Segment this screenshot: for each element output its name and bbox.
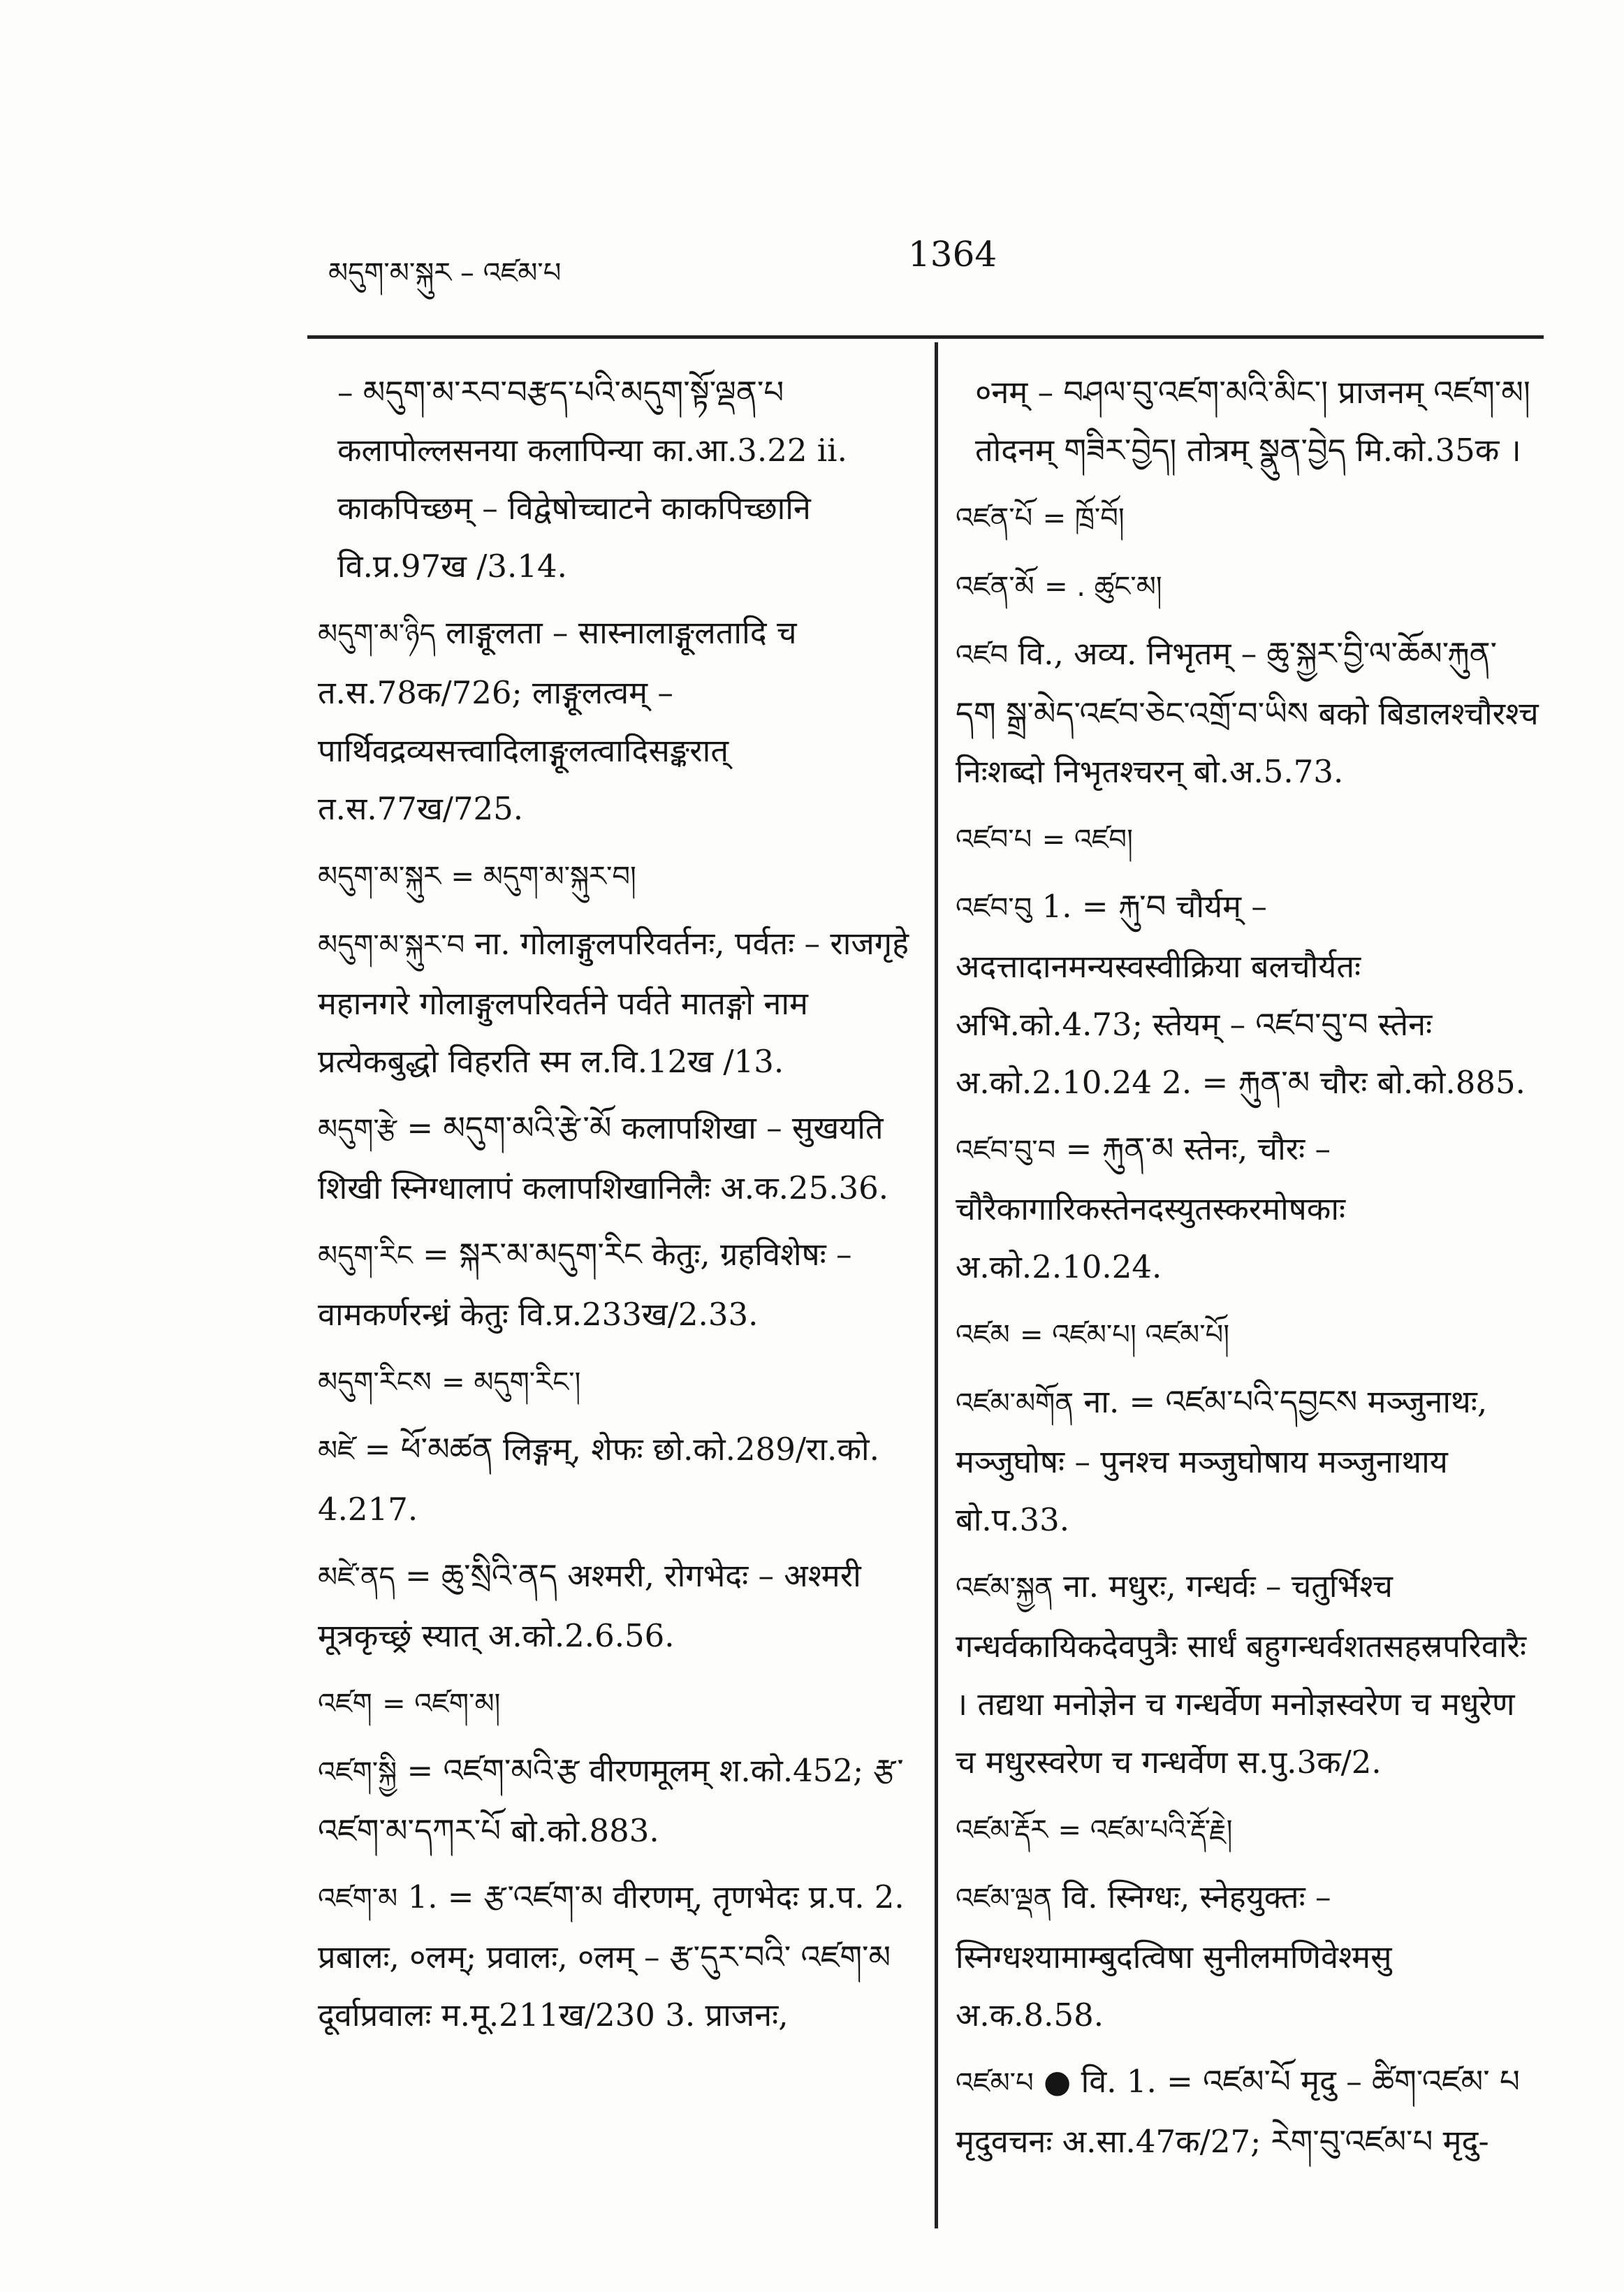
dictionary-entry (318, 1099, 912, 1217)
entry-text: = མདུག་མའི་རྩེ་མོ कलापशिखा – सुखयति शिखी स्निग्धालापं कलापशिखानिलैः अ.क.25.36. (318, 1109, 889, 1206)
column-divider (935, 342, 938, 2228)
entry-text: = མདུག་རིང་། (441, 1366, 581, 1399)
entry-text: – མདུག་མ་རབ་བརྩད་པའི་མདུག་སྟོ་ལྡན་པ कलापोल्लसनया कलापिन्या का.आ.3.22 ii. काकपिच्छम् – विद्वेषोच्चाटने काकपिच्छानि वि.प्र.97ख /3.14. (337, 374, 847, 585)
dictionary-entry (956, 809, 1539, 869)
entry-headword: འཛམ་སྐྱན (956, 1572, 1053, 1604)
entry-text: लाङ्गूलता – सास्नालाङ्गूलतादि च त.स.78क/726; लाङ्गूलत्वम् – पार्थिवद्रव्यसत्त्वादिलाङ्गूलत्वादिसङ्करात् त.स.77ख/725. (318, 614, 797, 827)
entry-headword: མདུག་མ་སྐུར (318, 861, 441, 893)
entry-text: वि., अव्य. निभृतम् – ཆུ་སྐྱར་བྱི་ལ་ཆོམ་རྐུན་ དག སྒྲ་མེད་འཛབ་ཅེང་འགྲོ་བ་ཡིས बको बिडालश्चौरश्च निःशब्दो निभृतश्चरन् बो.अ.5.73. (956, 635, 1539, 790)
entry-headword: འཛམ་མགོན (956, 1387, 1074, 1419)
entry-headword: འཛམ་ལྡན (956, 1883, 1053, 1915)
entry-headword: མཛེ་ནད (318, 1561, 395, 1593)
dictionary-entry (956, 488, 1539, 548)
dictionary-entry (318, 1673, 912, 1733)
entry-text: ● वि. 1. = འཛམ་པོ मृदु – ཚིག་འཛམ་ པ मृदुवचनः अ.सा.47क/27; རེག་བུ་འཛམ་པ मृदु- (956, 2063, 1520, 2160)
entry-headword: མདུག་རྩེ (318, 1114, 397, 1146)
entry-headword: འཛབ (956, 639, 1009, 671)
dictionary-entry (956, 877, 1539, 1111)
right-column (956, 363, 1539, 2179)
entry-text: = . ཚུང་མ། (1044, 571, 1162, 603)
entry-headword: མདུག་རིང (318, 1240, 413, 1272)
entry-headword: འཛམ་པ (956, 2067, 1034, 2099)
entry-headword: འཛམ་རྡོར (956, 1814, 1048, 1846)
entry-text: ना. गोलाङ्गुलपरिवर्तनः, पर्वतः – राजगृहे महानगरे गोलाङ्गुलपरिवर्तने पर्वते मातङ्गो नाम प्रत्येकबुद्धो विहरति स्म ल.वि.12ख /13. (318, 925, 909, 1080)
dictionary-entry (318, 1420, 912, 1538)
entry-headword: འཛག་མ (318, 1883, 398, 1915)
entry-text: = འཛབ། (1041, 824, 1133, 856)
dictionary-entry (956, 1557, 1539, 1791)
entry-text: 1. = རྩ་འཛག་མ वीरणम्, तृणभेदः प्र.प. 2. प्रबालः, ०लम्; प्रवालः, ०लम् – རྩ་དུར་བའི་ འཛག་མ दूर्वाप्रवालः म.मू.211ख/230 3. प्राजनः, (318, 1878, 905, 2034)
entry-headword: མདུག་རིངས (318, 1366, 432, 1399)
dictionary-entry (318, 846, 912, 906)
dictionary-entry (956, 556, 1539, 616)
dictionary-entry (318, 1742, 912, 1860)
entry-headword: འཛག (318, 1688, 372, 1720)
dictionary-entry (956, 1868, 1539, 2044)
dictionary-entry (956, 1120, 1539, 1296)
entry-headword: འཛན་པོ (956, 502, 1033, 534)
dictionary-entry (318, 604, 912, 838)
entry-text: ना. = འཛམ་པའི་དབྱངས मञ्जुनाथः, मञ्जुघोषः – पुनश्च मञ्जुघोषाय मञ्जुनाथाय बो.प.33. (956, 1383, 1488, 1538)
entry-headword: འཛབ་བུ (956, 892, 1032, 924)
entry-text: = མདུག་མ་སྐུར་བ། (451, 861, 636, 893)
entry-headword: འཛབ་བུ་བ (956, 1134, 1056, 1167)
entry-headword: འཛམ (956, 1319, 1010, 1351)
dictionary-entry (318, 1547, 912, 1665)
dictionary-entry (318, 1352, 912, 1412)
entry-headword: མདུག་མ་ཉིད (318, 618, 436, 650)
dictionary-entry (318, 1225, 912, 1343)
page-number: 1364 (908, 234, 997, 275)
running-head: མདུག་མ་སྐུར – འཛམ་པ (328, 257, 562, 289)
dictionary-entry (318, 914, 912, 1090)
entry-text: ना. मधुरः, गन्धर्वः – चतुर्भिश्च गन्धर्वकायिकदेवपुत्रैः सार्धं बहुगन्धर्वशतसहस्रपरिवारैः । तद्यथा मनोज्ञेन च गन्धर्वेण मनोज्ञस्वरेण च मधुरेण च मधुरस्वरेण च गन्धर्वेण स.पु.3क/2. (956, 1568, 1527, 1781)
entry-text: 1. = རྐུ་བ चौर्यम् – अदत्तादानमन्यस्वस्वीक्रिया बलचौर्यतः अभि.को.4.73; स्तेयम् – འཛབ་བུ་བ स्तेनः अ.को.2.10.24 2. = རྐུན་མ चौरः बो.को.885. (956, 888, 1526, 1101)
entry-headword: འཛབ་པ (956, 824, 1032, 856)
entry-text: वि. स्निग्धः, स्नेहयुक्तः – स्निग्धश्यामाम्बुदत्विषा सुनीलमणिवेश्मसु अ.क.8.58. (956, 1878, 1392, 2034)
entry-headword: མཛེ (318, 1435, 355, 1467)
header-rule (307, 335, 1544, 339)
entry-headword: འཛན་མོ (956, 571, 1034, 603)
entry-text: = ཆུ་སྲིའི་ནད अश्मरी, रोगभेदः – अश्मरी मूत्रकृच्छ्रं स्यात् अ.को.2.6.56. (318, 1557, 861, 1654)
entry-text: = འཛག་མའི་རྩ वीरणमूलम् श.को.452; རྩ་ འཛག་མ་དཀར་པོ बो.को.883. (318, 1752, 904, 1849)
entry-text: = ཕོ་མཚན लिङ्गम्, शेफः छो.को.289/रा.को. 4.217. (318, 1431, 879, 1528)
entry-text: = རྐུན་མ स्तेनः, चौरः – चौरैकागारिकस्तेनदस्युतस्करमोषकाः अ.को.2.10.24. (956, 1130, 1346, 1285)
entry-text: = སྐར་མ་མདུག་རིང केतुः, ग्रहविशेषः – वामकर्णरन्ध्रं केतुः वि.प्र.233ख/2.33. (318, 1236, 852, 1333)
dictionary-entry (956, 625, 1539, 801)
dictionary-entry (956, 1800, 1539, 1860)
entry-headword: མདུག་མ་སྐུར་བ (318, 929, 465, 961)
entry-text: = འཛག་མ། (382, 1688, 501, 1720)
dictionary-entry (975, 363, 1539, 479)
entry-text: = འཛམ་པ། འཛམ་པོ། (1020, 1319, 1230, 1351)
entry-text: ०नम् – བཤལ་བུ་འཛག་མའི་མིང་། प्राजनम् འཛག་མ། तोदनम् གཟིར་བྱེད། तोत्रम् སྣུན་བྱེད मि.को.35क । (975, 374, 1530, 469)
dictionary-entry (318, 1868, 912, 2044)
entry-text: = ཁྲོ་བོ། (1042, 502, 1125, 534)
dictionary-entry (956, 1373, 1539, 1549)
dictionary-entry (956, 2052, 1539, 2170)
entry-headword: འཛག་སྐྱི (318, 1756, 397, 1788)
entry-text: = འཛམ་པའི་རྡོ་རྗེ། (1058, 1814, 1233, 1846)
dictionary-entry (956, 1304, 1539, 1364)
dictionary-entry (337, 363, 912, 595)
left-column (318, 363, 912, 2052)
